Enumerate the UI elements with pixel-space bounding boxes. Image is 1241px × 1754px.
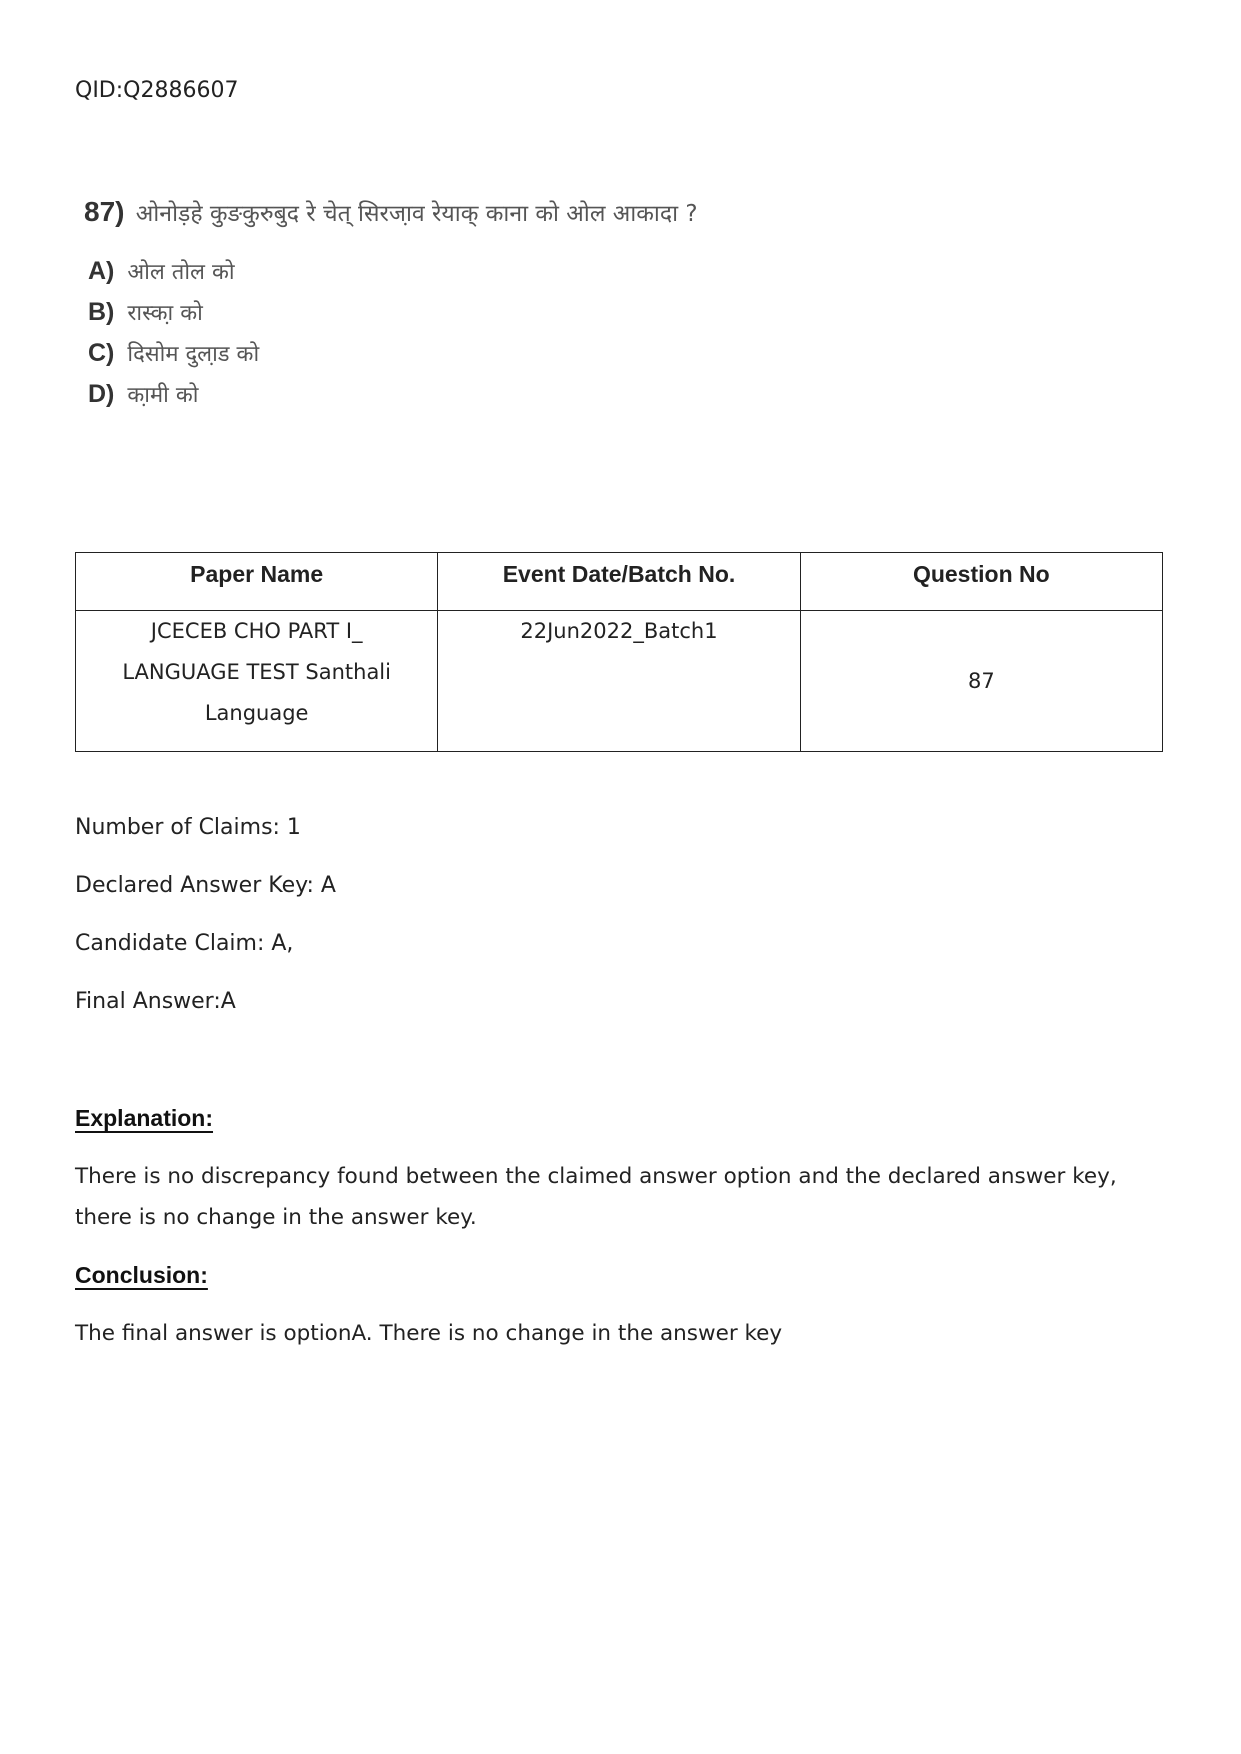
cell-question-no: 87 [800, 611, 1162, 752]
option-letter: C) [88, 339, 115, 367]
paper-info-table [75, 552, 1163, 752]
header-paper-name: Paper Name [76, 553, 438, 611]
paper-name-line: JCECEB CHO PART I_ [150, 619, 363, 643]
number-of-claims: Number of Claims: 1 [75, 815, 301, 840]
option-letter: A) [88, 257, 115, 285]
explanation-heading: Explanation: [75, 1105, 214, 1131]
header-event-date-batch: Event Date/Batch No. [438, 553, 800, 611]
paper-name-line: Language [204, 701, 309, 725]
option-letter: D) [88, 380, 115, 408]
option-text: का़मी को [127, 383, 199, 408]
final-answer: Final Answer:A [75, 989, 236, 1014]
header-question-no: Question No [800, 553, 1162, 611]
conclusion-heading: Conclusion: [75, 1262, 208, 1288]
option-c [88, 338, 698, 379]
option-text: ओल तोल को [127, 260, 235, 285]
explanation-text: There is no discrepancy found between the claimed answer option and the declared answer key, there is no change in the answer key. [75, 1164, 1117, 1230]
paper-name-line: LANGUAGE TEST Santhali [122, 660, 391, 684]
question-id: QID:Q2886607 [75, 78, 239, 103]
table-row [76, 611, 1163, 752]
question-stem [84, 196, 698, 228]
question-number: 87) [84, 196, 125, 227]
option-a [88, 256, 698, 297]
question-image-block [84, 196, 698, 420]
table-header-row [76, 553, 1163, 611]
option-text: रास्का़ को [127, 301, 203, 326]
claims-summary [75, 815, 336, 1047]
option-b [88, 297, 698, 338]
option-text: दिसोम दुला़ड को [127, 342, 260, 367]
cell-paper-name [76, 611, 438, 752]
question-text: ओनोड़हे कुङकुरुबुद रे चेत् सिरजा़व रेयाक् काना को ओल आकादा ? [135, 201, 698, 227]
cell-event-batch: 22Jun2022_Batch1 [438, 611, 800, 752]
options-list [84, 256, 698, 420]
candidate-claim: Candidate Claim: A, [75, 931, 294, 956]
declared-answer-key: Declared Answer Key: A [75, 873, 336, 898]
option-d [88, 379, 698, 420]
conclusion-text: The final answer is optionA. There is no change in the answer key [75, 1321, 783, 1346]
option-letter: B) [88, 298, 115, 326]
